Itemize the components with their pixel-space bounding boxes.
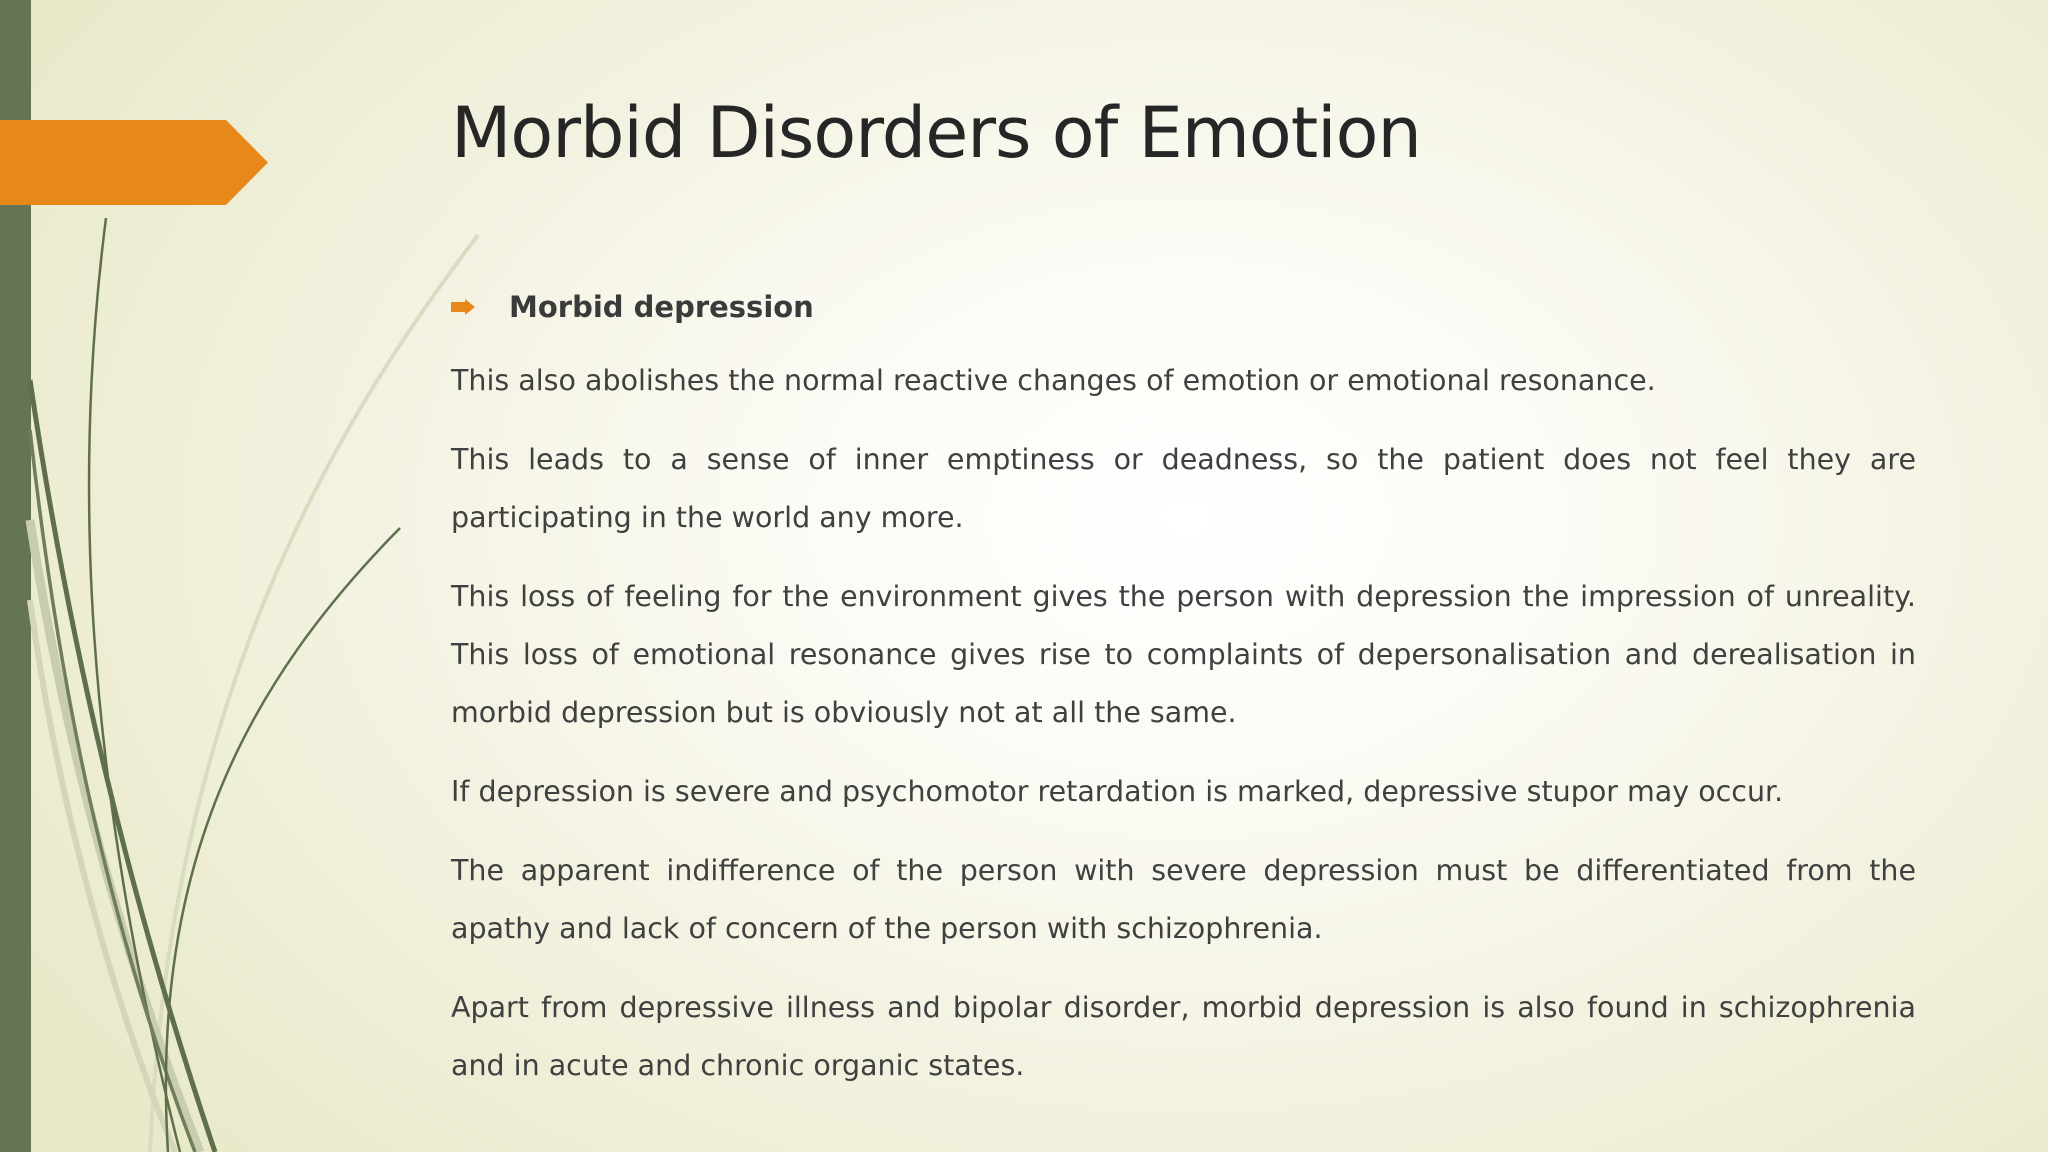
paragraph-2: This leads to a sense of inner emptiness or deadness, so the patient does not feel they are participating in the world any more. bbox=[451, 443, 1916, 534]
arrow-bullet-icon bbox=[451, 299, 475, 315]
paragraph-5: The apparent indifference of the person with severe depression must be differentiated from the apathy and lack of concern of the person with schizophrenia. bbox=[451, 854, 1916, 945]
bullet-heading bbox=[451, 290, 1916, 324]
heading-morbid-depression: Morbid depression bbox=[509, 290, 814, 324]
slide-title: Morbid Disorders of Emotion bbox=[451, 92, 1421, 174]
paragraph-1: This also abolishes the normal reactive changes of emotion or emotional resonance. bbox=[451, 364, 1656, 397]
paragraph-3: This loss of feeling for the environment gives the person with depression the impression of unreality. This loss of emotional resonance gives rise to complaints of depersonalisation and derealisation in morbid depression but is obviously not at all the same. bbox=[451, 580, 1916, 729]
paragraph-6: Apart from depressive illness and bipolar disorder, morbid depression is also found in schizophrenia and in acute and chronic organic states. bbox=[451, 991, 1916, 1082]
orange-arrow-tab bbox=[0, 120, 268, 205]
paragraph-4: If depression is severe and psychomotor retardation is marked, depressive stupor may occur. bbox=[451, 775, 1784, 808]
slide-body bbox=[451, 290, 1916, 1116]
